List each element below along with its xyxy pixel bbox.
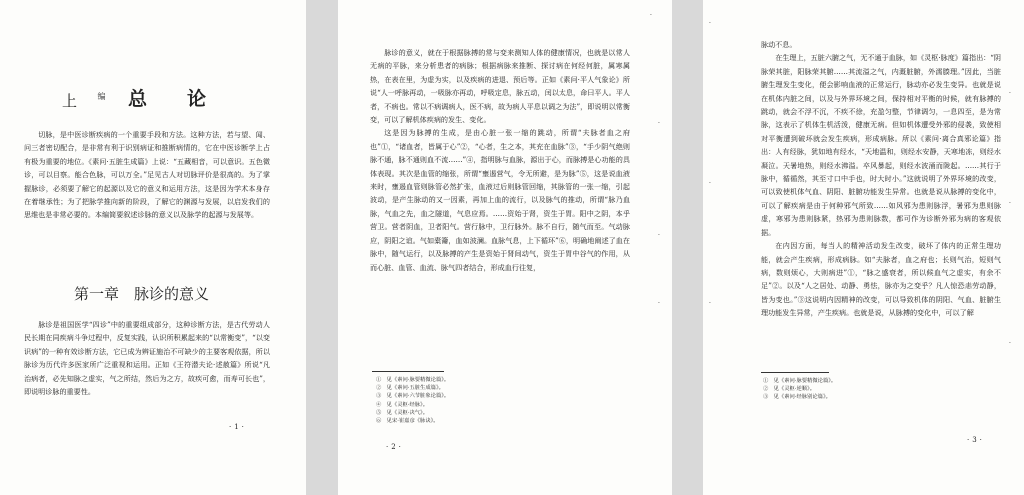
chapter-title: 第一章 脉诊的意义 [74, 285, 210, 303]
chapter-paragraph: 脉诊是祖国医学“四诊”中的重要组成部分，这种诊断方法，是古代劳动人民长期在同疾病斗争过程中，反复实践，认识所积累起来的“以常衡变”，“以变识病”的一种有效诊断方法，它已成为辨证施治不可缺少的主要客观依据，所以脉诊为历代许多医家所广泛重视和运用。正如《王符潜夫论·述赦篇》所说“凡治病者，必先知脉之虚实，气之所结，然后为之方，故疾可愈，而寿可长也”，即说明诊脉的重要性。 [24, 320, 270, 397]
footnote-rule [372, 371, 444, 372]
page-number: ·1· [229, 423, 247, 431]
part-heading [62, 84, 262, 114]
footnote: ③ 见《素问·经脉别论篇》。 [763, 394, 831, 401]
footnote: ① 见《素问·脉要精微论篇》。 [376, 377, 450, 383]
footnote: ① 见《素问·脉要精微论篇》。 [763, 378, 837, 384]
page3-paragraph-2: 在内因方面，每当人的精神活动发生改变，破坏了体内的正常生理功能，就会产生疾病，形成病脉。如“夫脉者，血之府也；长则气治，短则气病，数则烦心，大则病进”①，“脉之盛衰者，所以候血气之虚实，有余不足”②。以及“人之居处、动静、勇怯，脉亦为之变乎？凡人惊恐恚劳动静，皆为变也。”③这说明内因精神的改变，可以导致机体的阴阳、气血、脏腑生理功能发生异常，产生疾病。也就是说，从脉搏的变化中，可以了解 [761, 241, 1001, 318]
part-title: 总论 [128, 88, 247, 110]
footnote: ⑤ 见《灵枢·决气》。 [376, 409, 429, 416]
page3-opening-line: 脉动不息。 [761, 40, 797, 49]
part-label: 上 [62, 92, 78, 110]
part-sub-label: 编 [97, 92, 106, 100]
footnote: ② 见《素问·五脏生成篇》。 [376, 385, 444, 392]
page2-paragraph-1: 脉诊的意义，就在于根据脉搏的常与变来测知人体的健康情况，也就是以常人无病的平脉，来分析患者的病脉；根据病脉来推断、探讨病在何经何脏，属寒属热，在表在里，为虚为实，以及疾病的进退、预后等。正如《素问·平人气象论》所说“人一呼脉再动，一吸脉亦再动，呼吸定息，脉五动，闰以太息，命曰平人。平人者，不病也。常以不病调病人，医不病，故为病人平息以调之为法”，即说明以常衡变，可以了解机体疾病的发生、变化。 [370, 48, 630, 125]
footnote: ④ 见《灵枢·经脉》。 [376, 401, 429, 408]
page-number: ·2· [386, 443, 404, 451]
page-1 [0, 0, 306, 495]
page2-paragraph-2: 这是因为脉搏的生成，是由心脏一张一缩的跳动，所谓“夫脉者血之府也”①，“诸血者，皆属于心”②，“心者，生之本，其充在血脉”③，“手少阴气绝则脉不通，脉不通则血不流……”④，指明脉与血脉，源出于心，而脉搏是心功能的具体表现。其次是血管的缩张，所谓“壅遏营气，令无所避，是为脉”⑤，这是说血液来时，壅遏血管则脉管必然扩张，血液过后则脉管回缩，其脉管的一张一缩，引起波动，是产生脉动的又一因素，再加上血的流行，以及脉气的推动，所谓“脉乃血脉，气血之先，血之隧道，气息应焉。……资始于肾，资生于胃。阳中之阴，本乎营卫。营者阴血，卫者阳气。营行脉中，卫行脉外。脉不自行，随气而至。气动脉应，阴阳之谊。气如橐籥，血如波澜。血脉气息，上下循环”⑥，明确地阐述了血在脉中，随气运行，以及脉搏的产生是资始于肾间动气，资生于胃中谷气的作用，从而心脏、血管、血流、脉气四者结合，形成血行往复， [370, 128, 630, 272]
page-3: 脉动不息。 在生理上，五脏六腑之气，无不通于血脉，如《灵枢·脉度》篇指出：“阴脉荣其脏，阳脉荣其腑……其流溢之气，内溉脏腑，外濡腠理。”因此，当脏腑生理发生变化，便会影响血液的正常运行，脉动亦必发生变异。也就是说在机体内脏之间，以及与外界环境之间，保持相对平衡的时候，就有脉搏的跳动，就会不浮不沉，不疾不徐，充盈匀整，节律调匀，一息四至，是为常脉，这表示了机体生机活泼，健康无病。但如机体遭受外邪的侵袭，致使相对平衡遭到破坏就会发生疾病，形成病脉。所以《素问·离合真邪论篇》指出：人有经脉，犹如地有经水，“天地温和，则经水安静，天寒地冻，则经水凝泣。天暑地热，则经水沸溢。卒风暴起，则经水波涌而陇起。……其行于脉中，循循然，其至寸口中手也，时大时小。”这就说明了外界环境的改变，可以致使机体气血、阴阳、脏腑功能发生异常。也就是说从脉搏的变化中，可以了解疾病是由于何种邪气所致……如风邪为患则脉浮，暑邪为患则脉虚，寒邪为患则脉紧，热邪为患则脉数，都可作为诊断外邪为病的客观依据。 在内因方面，每当人的精神活动发生改变，破坏了体内的正常生理功能，就会产生疾病，形成病脉。如“夫脉者，血之府也；长则气治，短则气病，数则烦心，大则病进”①，“脉之盛衰者，所以候血气之虚实，有余不足”②。以及“人之居处、动静、勇怯，脉亦为之变乎？凡人惊恐恚劳动静，皆为变也。”③这说明内因精神的改变，可以导致机体的阴阳、气血、脏腑生理功能发生异常，产生疾病。也就是说，从脉搏的变化中，可以了解 ① 见《素问·脉要精微论篇》。 ② 见《灵枢·逆顺》。 ③ 见《素问·经脉别论篇》。 ·3· · · · · · · [703, 0, 1024, 495]
footnote: ② 见《灵枢·逆顺》。 [763, 386, 816, 393]
footnotes [763, 377, 963, 402]
page-number: ·3· [967, 436, 985, 444]
page3-paragraph-1: 在生理上，五脏六腑之气，无不通于血脉，如《灵枢·脉度》篇指出：“阴脉荣其脏，阳脉荣其腑……其流溢之气，内溉脏腑，外濡腠理。”因此，当脏腑生理发生变化，便会影响血液的正常运行，脉动亦必发生变异。也就是说在机体内脏之间，以及与外界环境之间，保持相对平衡的时候，就有脉搏的跳动，就会不浮不沉，不疾不徐，充盈匀整，节律调匀，一息四至，是为常脉，这表示了机体生机活泼，健康无病。但如机体遭受外邪的侵袭，致使相对平衡遭到破坏就会发生疾病，形成病脉。所以《素问·离合真邪论篇》指出：人有经脉，犹如地有经水，“天地温和，则经水安静，天寒地冻，则经水凝泣。天暑地热，则经水沸溢。卒风暴起，则经水波涌而陇起。……其行于脉中，循循然，其至寸口中手也，时大时小。”这就说明了外界环境的改变，可以致使机体气血、阴阳、脏腑功能发生异常。也就是说从脉搏的变化中，可以了解疾病是由于何种邪气所致……如风邪为患则脉浮，暑邪为患则脉虚，寒邪为患则脉紧，热邪为患则脉数，都可作为诊断外邪为病的客观依据。 [761, 53, 1001, 237]
footnote: ⑥ 见宋·崔嘉彦《脉诀》。 [376, 418, 439, 425]
footnote: ③ 见《素问·六节脏象论篇》。 [376, 393, 450, 400]
footnote-rule [761, 372, 829, 373]
intro-paragraph: 切脉，是中医诊断疾病的一个重要手段和方法。这种方法，若与望、闻、问三者密切配合，是非常有利于识别病证和推断病情的，它在中医诊断学上占有极为重要的地位。《素问·五脏生成篇》上说：“五藏相音，可以意识。五色微诊，可以目察。能合色脉，可以万全。”足见古人对切脉评价是很高的。为了掌握脉诊，必须要了解它的起源以及它的意义和运用方法，这是因为学术本身存在着继承性；为了把脉学推向新的阶段，了解它的渊源与发展，以启发我们的思维也是非常必要的。本编简要叙述诊脉的意义以及脉学的起源与发展等。 [24, 130, 270, 220]
footnotes [376, 376, 596, 425]
page-2: 脉诊的意义，就在于根据脉搏的常与变来测知人体的健康情况，也就是以常人无病的平脉，来分析患者的病脉；根据病脉来推断、探讨病在何经何脏，属寒属热，在表在里，为虚为实，以及疾病的进退、预后等。正如《素问·平人气象论》所说“人一呼脉再动，一吸脉亦再动，呼吸定息，脉五动，闰以太息，命曰平人。平人者，不病也。常以不病调病人，医不病，故为病人平息以调之为法”，即说明以常衡变，可以了解机体疾病的发生、变化。 这是因为脉搏的生成，是由心脏一张一缩的跳动，所谓“夫脉者血之府也”①，“诸血者，皆属于心”②，“心者，生之本，其充在血脉”③，“手少阴气绝则脉不通，脉不通则血不流……”④，指明脉与血脉，源出于心，而脉搏是心功能的具体表现。其次是血管的缩张，所谓“壅遏营气，令无所避，是为脉”⑤，这是说血液来时，壅遏血管则脉管必然扩张，血液过后则脉管回缩，其脉管的一张一缩，引起波动，是产生脉动的又一因素，再加上血的流行，以及脉气的推动，所谓“脉乃血脉，气血之先，血之隧道，气息应焉。……资始于肾，资生于胃。阳中之阴，本乎营卫。营者阴血，卫者阳气。营行脉中，卫行脉外。脉不自行，随气而至。气动脉应，阴阳之谊。气如橐籥，血如波澜。血脉气息，上下循环”⑥，明确地阐述了血在脉中，随气运行，以及脉搏的产生是资始于肾间动气，资生于胃中谷气的作用，从而心脏、血管、血流、脉气四者结合，形成血行往复， ① 见《素问·脉要精微论篇》。 ② 见《素问·五脏生成篇》。 ③ 见《素问·六节脏象论篇》。 ④ 见《灵枢·经脉》。 ⑤ 见《灵枢·决气》。 ⑥ 见宋·崔嘉彦《脉诀》。 ·2· · · · · [338, 0, 672, 495]
